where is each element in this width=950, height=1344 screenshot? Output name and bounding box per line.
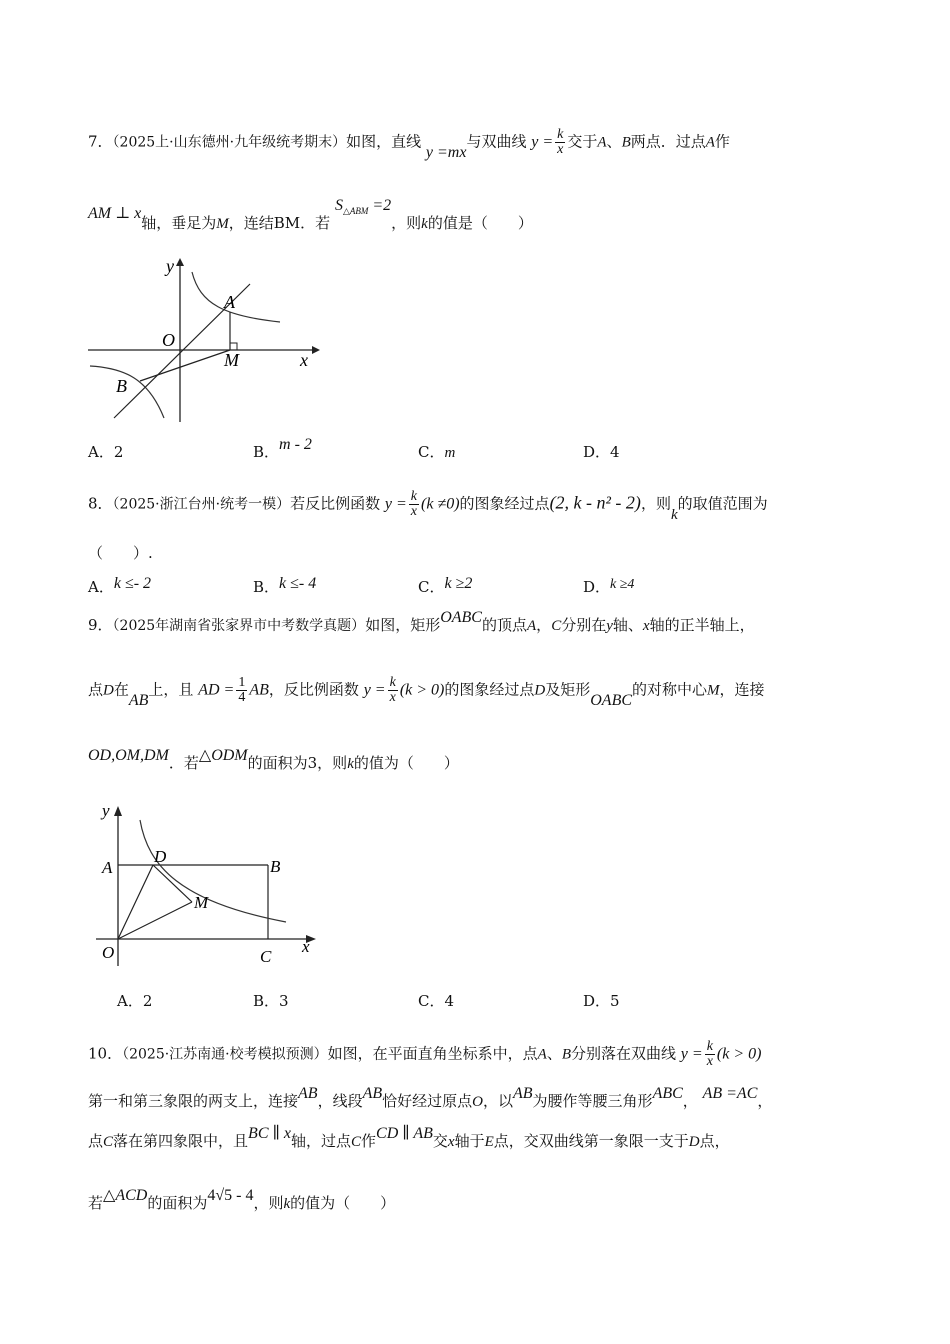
q8-option-c[interactable]: C．k ≥2 (418, 575, 473, 596)
q9-line-2: 点D在AB上，且 AD = $\frac{1}{4}$ AB，反比例函数 y = $\frac{k}{x}$ (k > 0)的图象经过点D及矩形OABC的对称中心M，连接 (88, 675, 765, 709)
q9-line-3: OD,OM,DM．若△ODM的面积为3，则k的值为（ ） (88, 747, 459, 772)
q9-label-o: O (102, 943, 115, 962)
q8-line-1: 8．（2025·浙江台州·统考一模）若反比例函数 y = $\frac{k}{x}$ (k ≠0)的图象经过点(2, k - n² - 2)，则k的取值范围为 (88, 489, 768, 523)
q7-option-d[interactable]: D．4 (583, 443, 620, 461)
q9-triangle: △ODM (198, 747, 248, 764)
q9-figure (96, 800, 326, 970)
q9-option-a[interactable]: A．2 (117, 992, 153, 1010)
q9-label-x: x (302, 937, 310, 956)
q9-line-1: 9．（2025年湖南省张家界市中考数学真题）如图，矩形OABC的顶点A，C分别在y轴、x轴的正半轴上， (88, 609, 755, 634)
q7-label-a: A (224, 292, 235, 312)
q7-figure (84, 254, 324, 424)
q9-source: （2025年湖南省张家界市中考数学真题） (112, 618, 366, 634)
q8-option-b[interactable]: B．k ≤- 4 (253, 575, 317, 596)
q9-segment-od (118, 865, 153, 939)
q7-line-equation: y =mx (425, 143, 467, 161)
q9-label-b: B (270, 857, 281, 876)
q9-segment-dm (153, 865, 192, 902)
q8-fraction: $\frac{k}{x}$ (410, 489, 417, 519)
q7-label-m: M (224, 350, 239, 370)
q7-x-arrow (312, 346, 320, 354)
q7-option-a[interactable]: A．2 (88, 443, 124, 461)
q10-area-value: 4√5 - 4 (207, 1187, 254, 1204)
q9-hyperbola (140, 820, 286, 922)
q10-fraction: $\frac{k}{x}$ (706, 1039, 713, 1069)
q8-point: (2, k - n² - 2) (549, 492, 641, 513)
q7-area: $S_{\triangle ABM} =2$ (334, 197, 392, 217)
q8-source: （2025·浙江台州·统考一模） (112, 496, 291, 513)
q7-line-1: 7．（2025上·山东德州·九年级统考期末）如图，直线 y =mx与双曲线 y = $\frac{k}{x}$ 交于A、B两点．过点A作 (88, 127, 730, 161)
q9-label-y: y (102, 801, 110, 820)
q10-line-1: 10．（2025·江苏南通·校考模拟预测）如图，在平面直角坐标系中，点A、B分别落在双曲线 y = $\frac{k}{x}$ (k > 0) (88, 1039, 762, 1069)
q7-number: 7． (88, 132, 113, 151)
q7-perpendicular: AM ⊥ x (88, 205, 142, 222)
q10-line-4: 若△ACD的面积为4√5 - 4，则k的值为（ ） (88, 1187, 396, 1212)
q7-fraction: $\frac{k}{x}$ (557, 127, 564, 157)
q9-option-b[interactable]: B．3 (253, 992, 289, 1010)
q9-option-d[interactable]: D．5 (583, 992, 620, 1010)
q10-triangle: △ACD (103, 1187, 148, 1204)
q8-option-d[interactable]: D．k ≥4 (583, 577, 635, 596)
q7-line-2: AM ⊥ x轴，垂足为M，连结BM．若 $S_{\triangle ABM} =2$，则k的值是（ ） (88, 197, 533, 232)
q8-option-a[interactable]: A．k ≤- 2 (88, 575, 152, 596)
q9-fraction-quarter: $\frac{1}{4}$ (238, 675, 246, 705)
q9-number: 9． (88, 616, 113, 634)
q9-label-c: C (260, 947, 272, 966)
q7-option-b[interactable]: B．m - 2 (253, 436, 312, 461)
q9-option-c[interactable]: C．4 (418, 992, 455, 1010)
q9-segment-om (118, 902, 192, 939)
q7-label-o: O (162, 330, 175, 350)
q8-line-2: （ ）. (88, 544, 153, 562)
q9-segments: OD,OM,DM (88, 747, 169, 764)
q9-y-arrow (114, 806, 122, 816)
q7-label-b: B (116, 376, 127, 396)
q9-fraction: $\frac{k}{x}$ (389, 675, 396, 705)
q10-line-2: 第一和第三象限的两支上，连接AB，线段AB恰好经过原点O，以AB为腰作等腰三角形ABC， AB =AC， (88, 1085, 773, 1110)
q7-segment-bm (140, 350, 230, 381)
q7-option-c[interactable]: C．m (418, 443, 456, 461)
q9-label-a: A (102, 858, 113, 877)
q7-label-y: y (166, 256, 174, 276)
q10-number: 10． (88, 1044, 123, 1063)
q7-right-angle-mark (230, 343, 237, 350)
q9-label-m: M (194, 893, 209, 912)
q7-y-arrow (176, 258, 184, 266)
q8-number: 8． (88, 494, 113, 513)
q7-label-x: x (300, 350, 308, 370)
q10-line-3: 点C落在第四象限中，且BC ∥ x轴，过点C作CD ∥ AB交x轴于E点，交双曲线第一象限一支于D点， (88, 1125, 730, 1150)
q7-source: （2025上·山东德州·九年级统考期末） (112, 134, 347, 151)
q7-hyperbola-branch-2 (90, 366, 164, 418)
q10-source: （2025·江苏南通·校考模拟预测） (122, 1046, 328, 1063)
q9-label-d: D (154, 847, 167, 866)
